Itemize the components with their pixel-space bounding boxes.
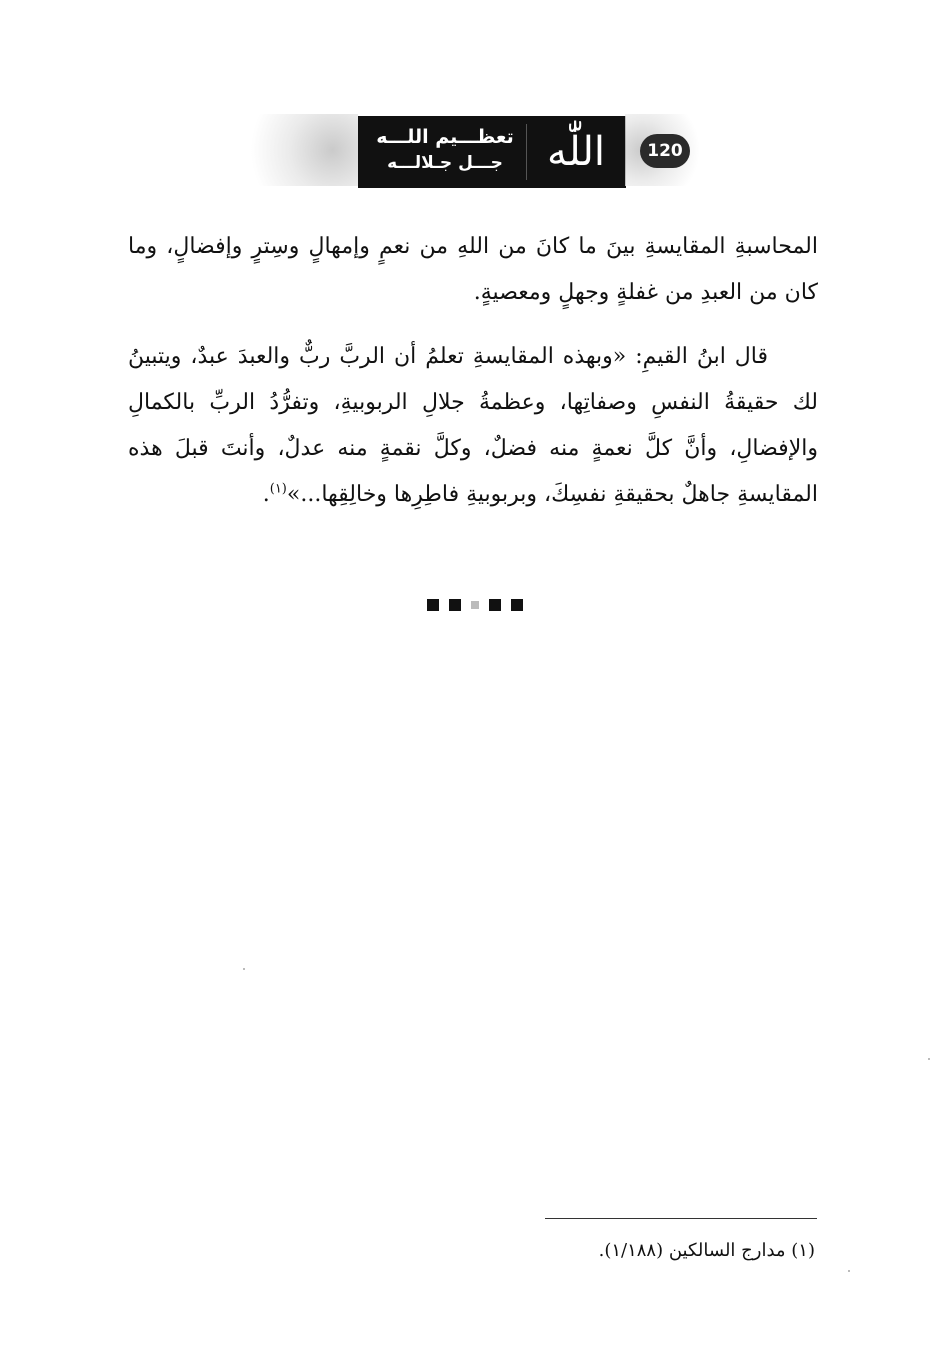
footnote-separator [545,1218,817,1219]
footnote: (١) مدارج السالكين (١/١٨٨). [598,1240,815,1261]
ornament-square [449,599,461,611]
book-title [366,124,524,180]
header-texture-left [230,114,358,186]
allah-calligraphy-logo: اللّٰه جلّ [547,129,605,235]
ornament-square [511,599,523,611]
paragraph-2-end: . [262,482,270,507]
book-title-line1: تعظـــيم اللـــه [376,126,514,148]
footnote-reference[interactable]: (١) [269,481,287,497]
scan-speck [928,1058,930,1060]
ornament-dot [471,601,479,609]
scan-speck [243,968,245,970]
header-divider [526,124,527,180]
ornament-square [489,599,501,611]
page-header [230,108,710,235]
section-divider-ornament [420,595,530,615]
page-number: 120 [640,134,690,168]
book-title-line2: جـــل جـلالـــه [387,153,503,173]
paragraph-2 [128,334,818,518]
main-text [128,224,818,518]
ornament-square [427,599,439,611]
paragraph-1: المحاسبةِ المقايسةِ بينَ ما كانَ من اللهِ من نعمٍ وإمهالٍ وسِترٍ وإفضالٍ، وما كان من العبدِ من غفلةٍ وجهلٍ ومعصيةٍ. [128,234,818,305]
paragraph-2-text: قال ابنُ القيمِ: «وبهذه المقايسةِ تعلمُ أن الربَّ ربٌّ والعبدَ عبدٌ، ويتبينُ لك حقيقةُ النفسِ وصفاتِها، وعظمةُ جلالِ الربوبيةِ، وتفرُّدُ الربِّ بالكمالِ والإفضالِ، وأنَّ كلَّ نعمةٍ منه فضلٌ، وكلَّ نقمةٍ منه عدلٌ، وأنتَ قبلَ هذه المقايسةِ جاهلٌ بحقيقةِ نفسِكَ، وبربوبيةِ فاطِرِها وخالِقِها...» [128,344,818,507]
scan-speck [848,1270,850,1272]
header-title-bar [358,116,626,235]
